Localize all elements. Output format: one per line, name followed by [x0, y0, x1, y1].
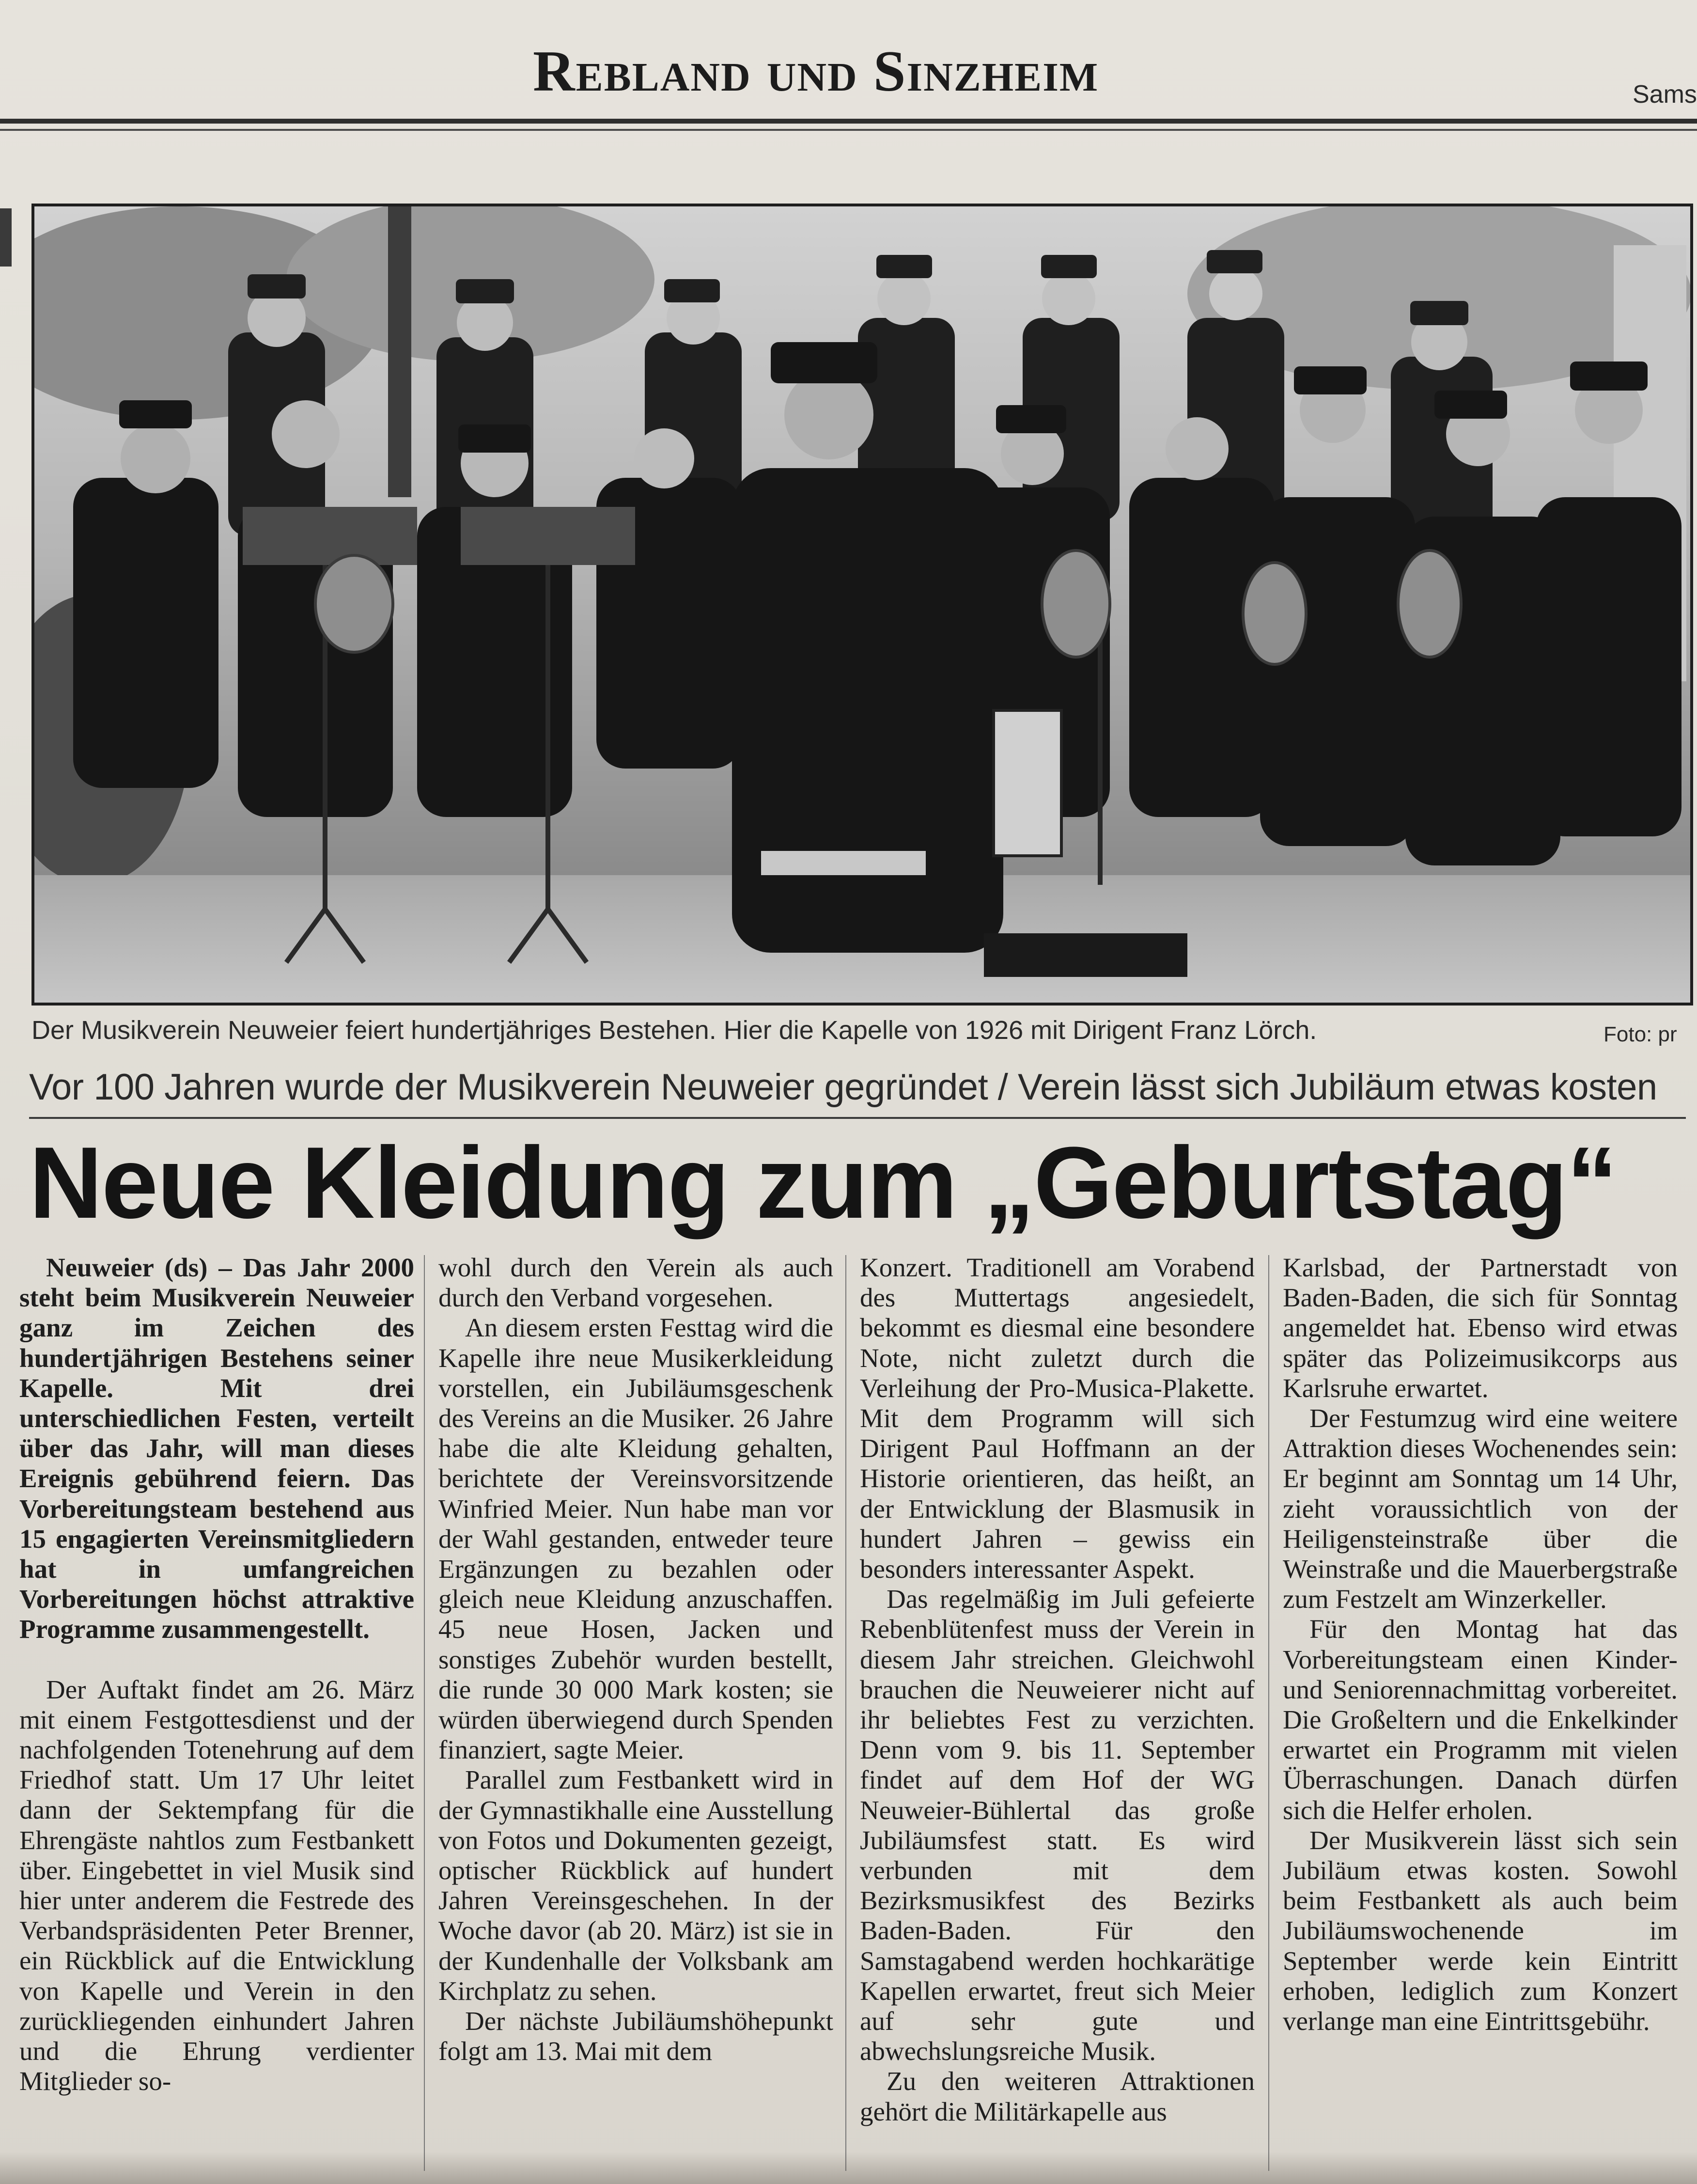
column-divider — [845, 1255, 846, 2171]
column-divider — [424, 1255, 425, 2171]
column-divider — [1268, 1255, 1269, 2171]
article-headline: Neue Kleidung zum „Geburtstag“ — [29, 1126, 1617, 1240]
article-paragraph: Für den Montag hat das Vorbereitungsteam einen Kinder- und Seniorennachmittag vorbereitet. Die Großeltern und die Enkelkinder erwartet ein Programm mit vielen Überraschungen. Danach dürfen sich die Helfer erholen. — [1283, 1614, 1678, 1825]
article-paragraph: Konzert. Traditionell am Vorabend des Muttertags angesiedelt, bekommt es diesmal eine besondere Note, nicht zuletzt durch die Verleihung der Pro-Musica-Plakette. Mit dem Programm will sich Dirigent Paul Hoffmann an der Historie orientieren, das heißt, an der Entwicklung der Blasmusik in hundert Jahren – gewiss ein besonders interessanter Aspekt. — [860, 1253, 1255, 1584]
article-column-4 — [1283, 1253, 1678, 2036]
section-title: Rebland und Sinzheim — [533, 39, 1099, 103]
page-bottom-shadow — [0, 2152, 1697, 2184]
article-paragraph: Das regelmäßig im Juli gefeierte Rebenblütenfest muss der Verein in diesem Jahr streichen. Gleichwohl brauchen die Neuweierer nicht auf ihr beliebtes Fest zu verzichten. Denn vom 9. bis 11. September findet auf dem Hof der WG Neuweier-Bühlertal das große Jubiläumsfest statt. Es wird verbunden mit dem Bezirksmusikfest des Bezirks Baden-Baden. Für den Samstagabend werden hochkarätige Kapellen erwartet, freut sich Meier auf sehr gute und abwechslungsreiche Musik. — [860, 1584, 1255, 2066]
article-lead: Neuweier (ds) – Das Jahr 2000 steht beim Musikverein Neuweier ganz im Zeichen des hundertjährigen Bestehens seiner Kapelle. Mit drei unterschiedlichen Festen, verteilt über das Jahr, will man dieses Ereignis gebührend feiern. Das Vorbereitungsteam bestehend aus 15 engagierten Vereinsmitgliedern hat in umfangreichen Vorbereitungen höchst attraktive Programme zusammengestellt. — [19, 1253, 414, 1644]
article-paragraph: Zu den weiteren Attraktionen gehört die Militärkapelle aus — [860, 2066, 1255, 2126]
header-corner-text: Sams — [1633, 80, 1697, 109]
article-paragraph: Der Musikverein lässt sich sein Jubiläum etwas kosten. Sowohl beim Festbankett als auch beim Jubiläumswochenende im September werde kein Eintritt erhoben, lediglich zum Konzert verlange man eine Eintrittsgebühr. — [1283, 1825, 1678, 2036]
article-paragraph: Karlsbad, der Partnerstadt von Baden-Baden, die sich für Sonntag angemeldet hat. Ebenso wird etwas später das Polizeimusikcorps aus Karlsruhe erwartet. — [1283, 1253, 1678, 1403]
article-paragraph: Parallel zum Festbankett wird in der Gymnastikhalle eine Ausstellung von Fotos und Dokumenten gezeigt, optischer Rückblick auf hundert Jahren Vereinsgeschehen. In der Woche davor (ab 20. März) ist sie in der Kundenhalle der Volksbank am Kirchplatz zu sehen. — [438, 1765, 833, 2006]
article-column-1 — [19, 1253, 414, 2096]
article-paragraph: An diesem ersten Festtag wird die Kapelle ihre neue Musikerkleidung vorstellen, ein Jubiläumsgeschenk des Vereins an die Musiker. 26 Jahre habe die alte Kleidung gehalten, berichtete der Vereinsvorsitzende Winfried Meier. Nun habe man vor der Wahl gestanden, entweder teure Ergänzungen zu bezahlen oder gleich neue Kleidung anzuschaffen. 45 neue Hosen, Jacken und sonstiges Zubehör wurden bestellt, die runde 30 000 Mark kosten; sie würden überwiegend durch Spenden finanziert, sagte Meier. — [438, 1313, 833, 1765]
header-rule-thick — [0, 119, 1697, 124]
article-column-3 — [860, 1253, 1255, 2127]
article-column-2 — [438, 1253, 833, 2066]
article-paragraph: Der Auftakt findet am 26. März mit einem Festgottesdienst und der nachfolgenden Totenehrung auf dem Friedhof statt. Um 17 Uhr leitet dann der Sektempfang für die Ehrengäste nahtlos zum Festbankett über. Eingebettet in viel Musik sind hier unter anderem die Festrede des Verbandspräsidenten Peter Brenner, ein Rückblick auf die Entwicklung von Kapelle und Verein in den zurückliegenden einhundert Jahren und die Ehrung verdienter Mitglieder so- — [19, 1674, 414, 2096]
photo-credit: Foto: pr — [1604, 1022, 1677, 1046]
header-rule-thin — [0, 129, 1697, 131]
article-kicker: Vor 100 Jahren wurde der Musikverein Neuweier gegründet / Verein lässt sich Jubiläum etwas kosten — [29, 1067, 1657, 1108]
left-edge-mark — [0, 208, 12, 267]
article-paragraph: Der Festumzug wird eine weitere Attraktion dieses Wochenendes sein: Er beginnt am Sonntag um 14 Uhr, zieht voraussichtlich von der Heiligensteinstraße über die Weinstraße und die Mauerbergstraße zum Festzelt am Winzerkeller. — [1283, 1403, 1678, 1614]
band-photo — [31, 204, 1693, 1006]
article-paragraph: Der nächste Jubiläumshöhepunkt folgt am 13. Mai mit dem — [438, 2006, 833, 2066]
kicker-rule — [29, 1117, 1686, 1119]
article-paragraph: wohl durch den Verein als auch durch den Verband vorgesehen. — [438, 1253, 833, 1313]
band-photo-illustration — [34, 206, 1690, 1003]
photo-caption: Der Musikverein Neuweier feiert hundertjähriges Bestehen. Hier die Kapelle von 1926 mit Dirigent Franz Lörch. — [31, 1016, 1317, 1045]
